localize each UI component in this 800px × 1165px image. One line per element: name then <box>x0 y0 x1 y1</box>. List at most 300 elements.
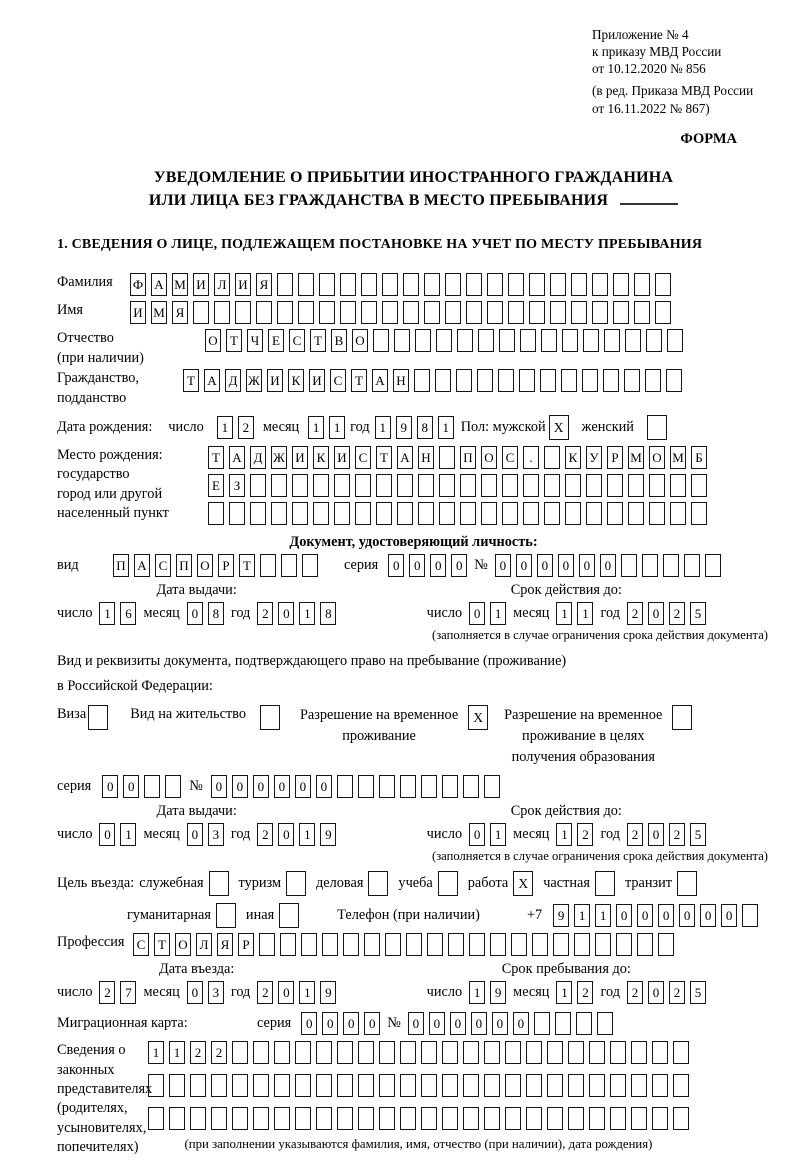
char-cell[interactable] <box>88 705 108 730</box>
char-cell[interactable]: М <box>151 301 167 324</box>
char-cell[interactable]: С <box>502 446 518 469</box>
char-cell[interactable]: 2 <box>577 981 593 1004</box>
char-cell[interactable]: М <box>172 273 188 296</box>
char-cell[interactable] <box>463 1107 479 1130</box>
char-cell[interactable]: П <box>460 446 476 469</box>
char-cell[interactable]: 6 <box>120 602 136 625</box>
char-cell[interactable] <box>561 369 577 392</box>
char-cell[interactable] <box>478 329 494 352</box>
char-cell[interactable] <box>670 474 686 497</box>
char-cell[interactable] <box>274 1041 290 1064</box>
char-cell[interactable] <box>610 1041 626 1064</box>
char-cell[interactable] <box>550 301 566 324</box>
char-cell[interactable] <box>250 502 266 525</box>
char-cell[interactable] <box>526 1041 542 1064</box>
char-cell[interactable] <box>355 502 371 525</box>
char-cell[interactable]: 0 <box>409 554 425 577</box>
char-cell[interactable]: Е <box>208 474 224 497</box>
stay-day-input[interactable] <box>469 981 506 1004</box>
char-cell[interactable] <box>337 1107 353 1130</box>
char-cell[interactable] <box>316 1041 332 1064</box>
char-cell[interactable] <box>379 1074 395 1097</box>
char-cell[interactable] <box>628 502 644 525</box>
char-cell[interactable] <box>259 933 275 956</box>
char-cell[interactable] <box>256 301 272 324</box>
char-cell[interactable] <box>400 775 416 798</box>
char-cell[interactable]: П <box>113 554 129 577</box>
stay-year-input[interactable] <box>627 981 706 1004</box>
char-cell[interactable] <box>541 329 557 352</box>
char-cell[interactable]: 0 <box>278 823 294 846</box>
char-cell[interactable]: Ж <box>271 446 287 469</box>
char-cell[interactable] <box>673 1107 689 1130</box>
char-cell[interactable]: А <box>372 369 388 392</box>
char-cell[interactable] <box>403 273 419 296</box>
char-cell[interactable] <box>466 301 482 324</box>
char-cell[interactable]: Ж <box>246 369 262 392</box>
char-cell[interactable] <box>271 474 287 497</box>
char-cell[interactable] <box>274 1107 290 1130</box>
char-cell[interactable] <box>469 933 485 956</box>
char-cell[interactable]: 0 <box>253 775 269 798</box>
char-cell[interactable]: 2 <box>190 1041 206 1064</box>
char-cell[interactable] <box>253 1041 269 1064</box>
char-cell[interactable] <box>544 446 560 469</box>
char-cell[interactable]: 0 <box>364 1012 380 1035</box>
purpose-delovaya-checkbox[interactable] <box>368 871 388 896</box>
char-cell[interactable] <box>463 1074 479 1097</box>
char-cell[interactable]: 1 <box>120 823 136 846</box>
char-cell[interactable]: С <box>289 329 305 352</box>
char-cell[interactable]: С <box>355 446 371 469</box>
char-cell[interactable] <box>684 554 700 577</box>
char-cell[interactable] <box>165 775 181 798</box>
char-cell[interactable]: 1 <box>556 981 572 1004</box>
char-cell[interactable]: Т <box>239 554 255 577</box>
char-cell[interactable]: Е <box>268 329 284 352</box>
char-cell[interactable] <box>368 871 388 896</box>
residence-issue-day-input[interactable] <box>99 823 136 846</box>
char-cell[interactable] <box>148 1074 164 1097</box>
char-cell[interactable]: X <box>468 705 488 730</box>
char-cell[interactable]: Т <box>154 933 170 956</box>
representatives-row-3[interactable] <box>148 1107 689 1130</box>
char-cell[interactable] <box>209 871 229 896</box>
char-cell[interactable] <box>555 1012 571 1035</box>
char-cell[interactable] <box>691 502 707 525</box>
char-cell[interactable] <box>286 871 306 896</box>
char-cell[interactable] <box>502 474 518 497</box>
char-cell[interactable] <box>277 301 293 324</box>
migration-number-input[interactable] <box>408 1012 613 1035</box>
char-cell[interactable] <box>571 301 587 324</box>
char-cell[interactable] <box>592 273 608 296</box>
char-cell[interactable] <box>379 775 395 798</box>
char-cell[interactable] <box>652 1107 668 1130</box>
char-cell[interactable] <box>400 1107 416 1130</box>
birth-place-row-1[interactable] <box>208 446 707 469</box>
char-cell[interactable] <box>610 1107 626 1130</box>
char-cell[interactable]: 0 <box>469 823 485 846</box>
char-cell[interactable]: А <box>134 554 150 577</box>
char-cell[interactable]: 2 <box>627 981 643 1004</box>
char-cell[interactable] <box>502 502 518 525</box>
char-cell[interactable] <box>337 1041 353 1064</box>
sex-female-checkbox[interactable] <box>647 415 667 440</box>
char-cell[interactable] <box>582 369 598 392</box>
char-cell[interactable]: А <box>151 273 167 296</box>
char-cell[interactable] <box>499 329 515 352</box>
char-cell[interactable] <box>595 933 611 956</box>
char-cell[interactable]: 0 <box>679 904 695 927</box>
char-cell[interactable]: 0 <box>516 554 532 577</box>
char-cell[interactable]: 1 <box>375 416 391 439</box>
char-cell[interactable]: 0 <box>648 602 664 625</box>
char-cell[interactable] <box>415 329 431 352</box>
char-cell[interactable]: С <box>330 369 346 392</box>
char-cell[interactable] <box>568 1107 584 1130</box>
char-cell[interactable] <box>562 329 578 352</box>
char-cell[interactable]: М <box>628 446 644 469</box>
char-cell[interactable] <box>634 301 650 324</box>
char-cell[interactable] <box>487 273 503 296</box>
char-cell[interactable] <box>568 1074 584 1097</box>
residence-permit-checkbox[interactable] <box>260 705 280 730</box>
char-cell[interactable]: 0 <box>278 981 294 1004</box>
char-cell[interactable] <box>436 329 452 352</box>
char-cell[interactable] <box>301 933 317 956</box>
doc-kind-input[interactable] <box>113 554 318 577</box>
char-cell[interactable] <box>705 554 721 577</box>
char-cell[interactable] <box>645 369 661 392</box>
char-cell[interactable] <box>610 1074 626 1097</box>
char-cell[interactable] <box>319 301 335 324</box>
char-cell[interactable]: X <box>549 415 569 440</box>
char-cell[interactable]: 0 <box>637 904 653 927</box>
char-cell[interactable] <box>625 329 641 352</box>
char-cell[interactable] <box>589 1107 605 1130</box>
char-cell[interactable]: Л <box>196 933 212 956</box>
char-cell[interactable] <box>658 933 674 956</box>
char-cell[interactable]: Ф <box>130 273 146 296</box>
char-cell[interactable] <box>208 502 224 525</box>
char-cell[interactable] <box>667 329 683 352</box>
char-cell[interactable]: 0 <box>211 775 227 798</box>
stay-month-input[interactable] <box>556 981 593 1004</box>
surname-input[interactable] <box>130 273 671 296</box>
char-cell[interactable]: Т <box>310 329 326 352</box>
char-cell[interactable] <box>568 1041 584 1064</box>
char-cell[interactable] <box>211 1107 227 1130</box>
char-cell[interactable]: А <box>204 369 220 392</box>
char-cell[interactable] <box>505 1041 521 1064</box>
char-cell[interactable] <box>414 369 430 392</box>
char-cell[interactable]: Я <box>256 273 272 296</box>
char-cell[interactable]: Я <box>217 933 233 956</box>
char-cell[interactable]: М <box>670 446 686 469</box>
char-cell[interactable]: З <box>229 474 245 497</box>
char-cell[interactable]: И <box>235 273 251 296</box>
char-cell[interactable] <box>394 329 410 352</box>
char-cell[interactable] <box>595 871 615 896</box>
char-cell[interactable] <box>322 933 338 956</box>
birth-year-input[interactable] <box>375 416 454 439</box>
char-cell[interactable] <box>487 301 503 324</box>
issue-month-input[interactable] <box>187 602 224 625</box>
char-cell[interactable]: 0 <box>187 981 203 1004</box>
char-cell[interactable] <box>532 933 548 956</box>
char-cell[interactable]: 0 <box>537 554 553 577</box>
char-cell[interactable]: И <box>334 446 350 469</box>
citizenship-input[interactable] <box>183 369 682 392</box>
char-cell[interactable] <box>343 933 359 956</box>
char-cell[interactable] <box>655 301 671 324</box>
char-cell[interactable]: К <box>313 446 329 469</box>
char-cell[interactable] <box>334 502 350 525</box>
birth-month-input[interactable] <box>308 416 345 439</box>
char-cell[interactable]: О <box>352 329 368 352</box>
char-cell[interactable] <box>229 502 245 525</box>
char-cell[interactable]: Т <box>376 446 392 469</box>
char-cell[interactable] <box>673 1074 689 1097</box>
char-cell[interactable] <box>337 1074 353 1097</box>
char-cell[interactable]: 1 <box>329 416 345 439</box>
char-cell[interactable]: 0 <box>495 554 511 577</box>
char-cell[interactable] <box>271 502 287 525</box>
char-cell[interactable] <box>358 775 374 798</box>
char-cell[interactable] <box>358 1074 374 1097</box>
char-cell[interactable]: 1 <box>469 981 485 1004</box>
representatives-row-1[interactable] <box>148 1041 689 1064</box>
char-cell[interactable] <box>448 933 464 956</box>
char-cell[interactable]: 1 <box>574 904 590 927</box>
char-cell[interactable] <box>589 1041 605 1064</box>
char-cell[interactable] <box>498 369 514 392</box>
char-cell[interactable]: О <box>197 554 213 577</box>
char-cell[interactable] <box>642 554 658 577</box>
char-cell[interactable] <box>418 474 434 497</box>
char-cell[interactable] <box>544 474 560 497</box>
char-cell[interactable] <box>421 1074 437 1097</box>
char-cell[interactable] <box>211 1074 227 1097</box>
temp-permit-checkbox[interactable] <box>468 705 488 730</box>
char-cell[interactable] <box>463 775 479 798</box>
char-cell[interactable]: 9 <box>320 823 336 846</box>
char-cell[interactable] <box>334 474 350 497</box>
birth-place-row-2[interactable] <box>208 474 707 497</box>
char-cell[interactable] <box>631 1074 647 1097</box>
char-cell[interactable]: 0 <box>513 1012 529 1035</box>
char-cell[interactable] <box>565 502 581 525</box>
char-cell[interactable] <box>508 301 524 324</box>
expiry-year-input[interactable] <box>627 602 706 625</box>
char-cell[interactable]: 9 <box>490 981 506 1004</box>
char-cell[interactable]: 0 <box>451 554 467 577</box>
char-cell[interactable]: 3 <box>208 823 224 846</box>
char-cell[interactable] <box>403 301 419 324</box>
char-cell[interactable] <box>484 775 500 798</box>
char-cell[interactable] <box>547 1041 563 1064</box>
char-cell[interactable]: Н <box>393 369 409 392</box>
entry-year-input[interactable] <box>257 981 336 1004</box>
char-cell[interactable]: 0 <box>301 1012 317 1035</box>
char-cell[interactable]: 2 <box>257 823 273 846</box>
char-cell[interactable] <box>400 1041 416 1064</box>
char-cell[interactable] <box>214 301 230 324</box>
char-cell[interactable] <box>313 502 329 525</box>
char-cell[interactable]: С <box>133 933 149 956</box>
char-cell[interactable]: 1 <box>556 823 572 846</box>
char-cell[interactable] <box>376 474 392 497</box>
char-cell[interactable]: 0 <box>600 554 616 577</box>
char-cell[interactable] <box>313 474 329 497</box>
char-cell[interactable]: В <box>331 329 347 352</box>
char-cell[interactable] <box>634 273 650 296</box>
char-cell[interactable] <box>385 933 401 956</box>
char-cell[interactable]: 8 <box>320 602 336 625</box>
char-cell[interactable]: 1 <box>490 602 506 625</box>
char-cell[interactable] <box>508 273 524 296</box>
char-cell[interactable]: 0 <box>429 1012 445 1035</box>
char-cell[interactable]: 1 <box>169 1041 185 1064</box>
char-cell[interactable]: 1 <box>577 602 593 625</box>
char-cell[interactable]: 2 <box>669 602 685 625</box>
char-cell[interactable] <box>646 329 662 352</box>
char-cell[interactable] <box>574 933 590 956</box>
char-cell[interactable]: 0 <box>469 602 485 625</box>
char-cell[interactable] <box>607 474 623 497</box>
char-cell[interactable]: И <box>309 369 325 392</box>
char-cell[interactable] <box>302 554 318 577</box>
char-cell[interactable] <box>424 301 440 324</box>
char-cell[interactable]: 0 <box>278 602 294 625</box>
doc-number-input[interactable] <box>495 554 721 577</box>
char-cell[interactable] <box>466 273 482 296</box>
char-cell[interactable] <box>281 554 297 577</box>
char-cell[interactable] <box>418 502 434 525</box>
char-cell[interactable]: 5 <box>690 823 706 846</box>
profession-input[interactable] <box>133 933 674 956</box>
birth-place-row-3[interactable] <box>208 502 707 525</box>
char-cell[interactable] <box>169 1107 185 1130</box>
char-cell[interactable] <box>445 273 461 296</box>
char-cell[interactable] <box>190 1107 206 1130</box>
char-cell[interactable]: 2 <box>669 981 685 1004</box>
char-cell[interactable] <box>460 474 476 497</box>
patronymic-input[interactable] <box>205 329 683 352</box>
char-cell[interactable] <box>355 474 371 497</box>
char-cell[interactable]: 8 <box>417 416 433 439</box>
char-cell[interactable]: 0 <box>558 554 574 577</box>
char-cell[interactable] <box>490 933 506 956</box>
char-cell[interactable] <box>260 705 280 730</box>
residence-issue-year-input[interactable] <box>257 823 336 846</box>
char-cell[interactable] <box>621 554 637 577</box>
residence-expiry-day-input[interactable] <box>469 823 506 846</box>
char-cell[interactable] <box>673 1041 689 1064</box>
char-cell[interactable] <box>373 329 389 352</box>
char-cell[interactable]: О <box>175 933 191 956</box>
char-cell[interactable]: Н <box>418 446 434 469</box>
char-cell[interactable] <box>253 1107 269 1130</box>
char-cell[interactable]: 2 <box>257 602 273 625</box>
char-cell[interactable]: 0 <box>232 775 248 798</box>
char-cell[interactable]: 2 <box>577 823 593 846</box>
char-cell[interactable]: 0 <box>322 1012 338 1035</box>
char-cell[interactable] <box>624 369 640 392</box>
char-cell[interactable] <box>292 474 308 497</box>
char-cell[interactable] <box>279 903 299 928</box>
char-cell[interactable]: 0 <box>648 823 664 846</box>
char-cell[interactable] <box>550 273 566 296</box>
char-cell[interactable]: Р <box>607 446 623 469</box>
char-cell[interactable]: А <box>229 446 245 469</box>
char-cell[interactable] <box>529 301 545 324</box>
char-cell[interactable]: Ч <box>247 329 263 352</box>
char-cell[interactable] <box>565 474 581 497</box>
char-cell[interactable] <box>663 554 679 577</box>
char-cell[interactable] <box>277 273 293 296</box>
char-cell[interactable] <box>280 933 296 956</box>
char-cell[interactable] <box>442 1041 458 1064</box>
char-cell[interactable] <box>529 273 545 296</box>
char-cell[interactable] <box>670 502 686 525</box>
char-cell[interactable]: 0 <box>700 904 716 927</box>
char-cell[interactable]: 2 <box>99 981 115 1004</box>
char-cell[interactable]: 7 <box>120 981 136 1004</box>
char-cell[interactable]: И <box>292 446 308 469</box>
char-cell[interactable] <box>295 1041 311 1064</box>
char-cell[interactable]: 1 <box>299 981 315 1004</box>
char-cell[interactable] <box>340 273 356 296</box>
char-cell[interactable] <box>571 273 587 296</box>
char-cell[interactable] <box>586 474 602 497</box>
char-cell[interactable] <box>672 705 692 730</box>
purpose-sluzhebnaya-checkbox[interactable] <box>209 871 229 896</box>
char-cell[interactable]: Д <box>225 369 241 392</box>
char-cell[interactable] <box>540 369 556 392</box>
char-cell[interactable]: 0 <box>408 1012 424 1035</box>
char-cell[interactable] <box>144 775 160 798</box>
purpose-turizm-checkbox[interactable] <box>286 871 306 896</box>
char-cell[interactable]: С <box>155 554 171 577</box>
char-cell[interactable] <box>190 1074 206 1097</box>
char-cell[interactable] <box>340 301 356 324</box>
char-cell[interactable] <box>649 502 665 525</box>
char-cell[interactable] <box>253 1074 269 1097</box>
char-cell[interactable] <box>358 1107 374 1130</box>
char-cell[interactable] <box>397 502 413 525</box>
char-cell[interactable]: 0 <box>295 775 311 798</box>
edu-permit-checkbox[interactable] <box>672 705 692 730</box>
char-cell[interactable] <box>169 1074 185 1097</box>
char-cell[interactable] <box>628 474 644 497</box>
char-cell[interactable] <box>438 871 458 896</box>
residence-expiry-month-input[interactable] <box>556 823 593 846</box>
name-input[interactable] <box>130 301 671 324</box>
char-cell[interactable]: 1 <box>595 904 611 927</box>
purpose-rabota-checkbox[interactable] <box>513 871 533 896</box>
char-cell[interactable]: 0 <box>388 554 404 577</box>
char-cell[interactable] <box>631 1041 647 1064</box>
char-cell[interactable]: 0 <box>616 904 632 927</box>
char-cell[interactable]: 8 <box>208 602 224 625</box>
entry-month-input[interactable] <box>187 981 224 1004</box>
char-cell[interactable] <box>442 1107 458 1130</box>
char-cell[interactable]: И <box>267 369 283 392</box>
char-cell[interactable]: 0 <box>274 775 290 798</box>
purpose-chastnaya-checkbox[interactable] <box>595 871 615 896</box>
